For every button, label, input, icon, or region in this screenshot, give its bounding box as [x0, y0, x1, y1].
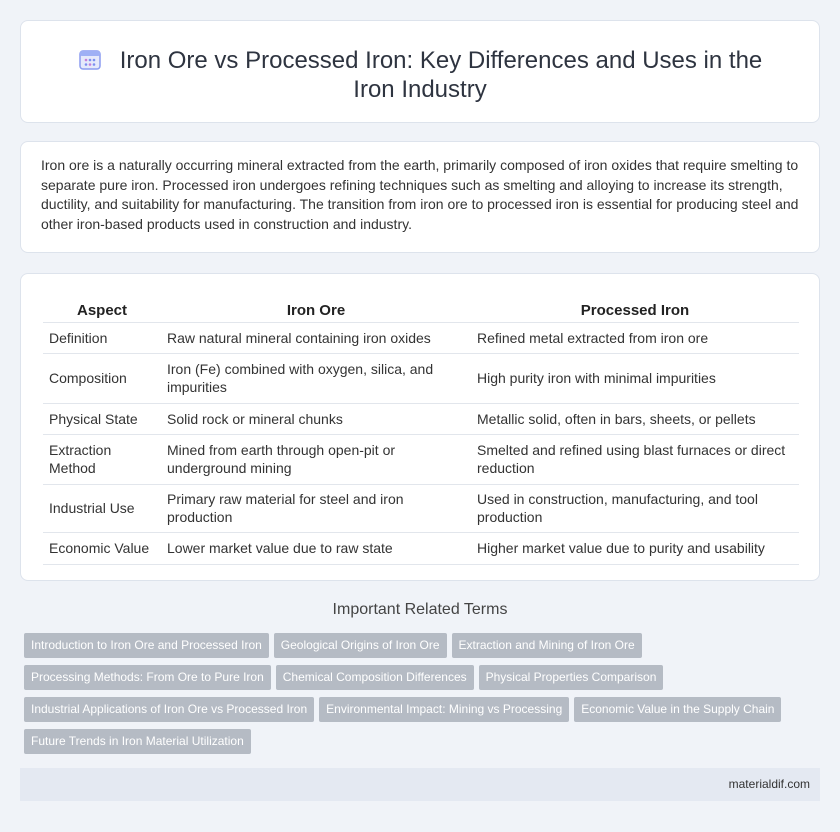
cell-iron-ore: Iron (Fe) combined with oxygen, silica, and impurities — [161, 353, 471, 403]
cell-aspect: Industrial Use — [43, 484, 161, 532]
comparison-table — [43, 296, 799, 565]
related-term-tag[interactable]: Economic Value in the Supply Chain — [574, 697, 781, 722]
footer — [20, 768, 820, 801]
cell-processed-iron: Refined metal extracted from iron ore — [471, 322, 799, 353]
related-term-tag[interactable]: Introduction to Iron Ore and Processed Iron — [24, 633, 269, 658]
comparison-table-card — [20, 273, 820, 581]
related-term-tag[interactable]: Industrial Applications of Iron Ore vs Processed Iron — [24, 697, 314, 722]
calendar-icon — [78, 47, 102, 71]
footer-site-link[interactable]: materialdif.com — [728, 777, 810, 791]
table-header-row — [43, 296, 799, 322]
cell-iron-ore: Primary raw material for steel and iron production — [161, 484, 471, 532]
header-processed-iron: Processed Iron — [471, 296, 799, 322]
header-aspect: Aspect — [43, 296, 161, 322]
related-term-tag[interactable]: Future Trends in Iron Material Utilization — [24, 729, 251, 754]
cell-aspect: Economic Value — [43, 532, 161, 564]
cell-aspect: Extraction Method — [43, 434, 161, 484]
intro-text: Iron ore is a naturally occurring mineral extracted from the earth, primarily composed of iron oxides that require smelting to separate pure iron. Processed iron undergoes refining techniques such as smelting and alloying to increase its strength, ductility, and suitability for manufacturing. The transition from iron ore to processed iron is essential for producing steel and other iron-based products used in construction and industry. — [41, 157, 799, 232]
cell-processed-iron: High purity iron with minimal impurities — [471, 353, 799, 403]
tag-row — [24, 729, 824, 761]
related-term-tag[interactable]: Chemical Composition Differences — [276, 665, 474, 690]
cell-processed-iron: Smelted and refined using blast furnaces or direct reduction — [471, 434, 799, 484]
related-terms-heading: Important Related Terms — [332, 601, 508, 618]
cell-iron-ore: Mined from earth through open-pit or underground mining — [161, 434, 471, 484]
cell-processed-iron: Higher market value due to purity and usability — [471, 532, 799, 564]
cell-iron-ore: Raw natural mineral containing iron oxides — [161, 322, 471, 353]
table-row — [43, 484, 799, 532]
table-row — [43, 403, 799, 434]
related-term-tag[interactable]: Environmental Impact: Mining vs Processing — [319, 697, 569, 722]
tag-row — [24, 633, 824, 665]
related-terms-tags — [24, 633, 824, 761]
tag-row — [24, 665, 824, 697]
cell-iron-ore: Solid rock or mineral chunks — [161, 403, 471, 434]
cell-aspect: Physical State — [43, 403, 161, 434]
related-term-tag[interactable]: Extraction and Mining of Iron Ore — [452, 633, 642, 658]
cell-processed-iron: Used in construction, manufacturing, and tool production — [471, 484, 799, 532]
page-title-wrap — [21, 46, 819, 104]
table-row — [43, 322, 799, 353]
cell-processed-iron: Metallic solid, often in bars, sheets, or pellets — [471, 403, 799, 434]
cell-aspect: Composition — [43, 353, 161, 403]
page-title: Iron Ore vs Processed Iron: Key Differences and Uses in the Iron Industry — [119, 47, 763, 103]
title-card — [20, 20, 820, 123]
related-term-tag[interactable]: Processing Methods: From Ore to Pure Iron — [24, 665, 271, 690]
table-row — [43, 353, 799, 403]
cell-iron-ore: Lower market value due to raw state — [161, 532, 471, 564]
header-iron-ore: Iron Ore — [161, 296, 471, 322]
table-row — [43, 532, 799, 564]
intro-card — [20, 141, 820, 253]
related-term-tag[interactable]: Physical Properties Comparison — [479, 665, 664, 690]
tag-row — [24, 697, 824, 729]
cell-aspect: Definition — [43, 322, 161, 353]
related-term-tag[interactable]: Geological Origins of Iron Ore — [274, 633, 447, 658]
table-row — [43, 434, 799, 484]
